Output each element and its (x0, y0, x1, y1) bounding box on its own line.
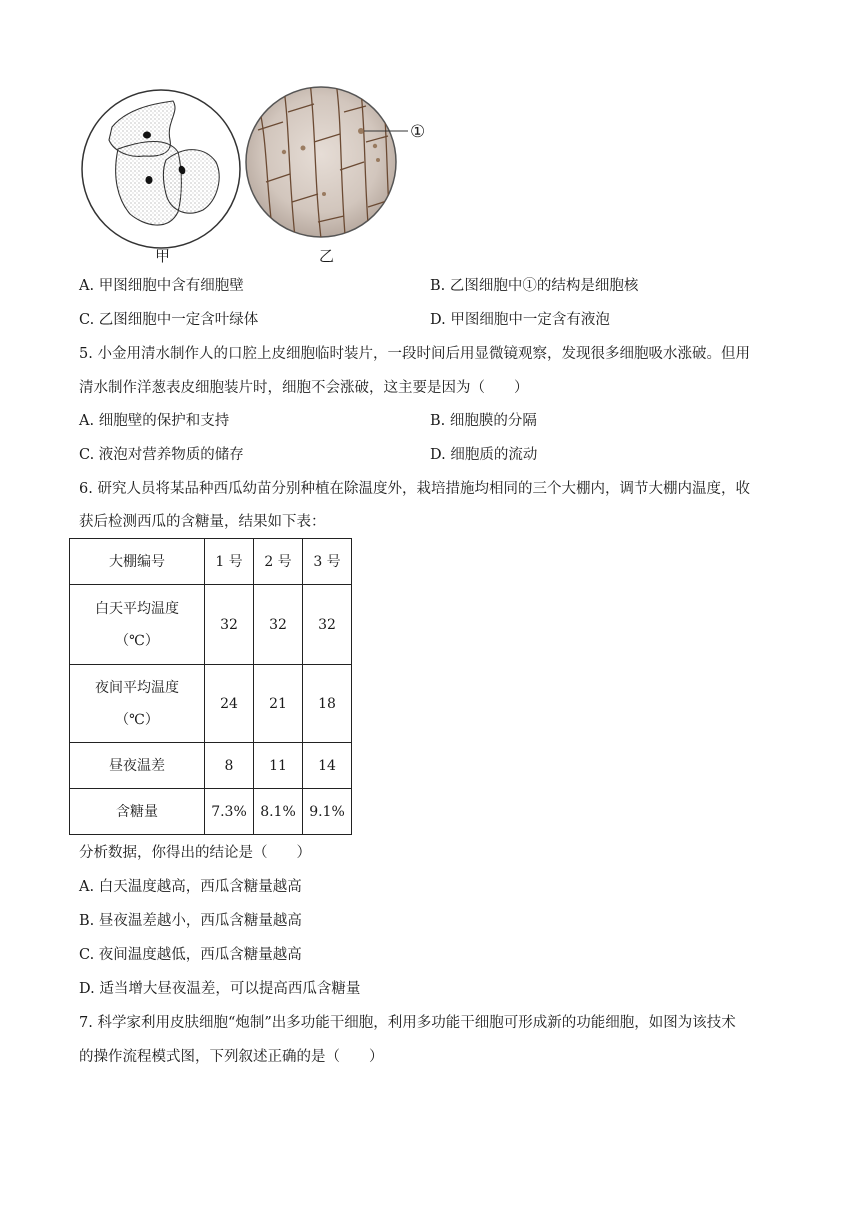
q5-option-c: C. 液泡对营养物质的储存 (79, 447, 244, 463)
cheek-cell-view (82, 90, 240, 248)
table-row-label: 昼夜温差 (70, 743, 205, 789)
q5-stem-line1: 5. 小金用清水制作人的口腔上皮细胞临时装片，一段时间后用显微镜观察，发现很多细胞吸水涨破。但用 (79, 346, 750, 362)
q4-option-b: B. 乙图细胞中①的结构是细胞核 (430, 278, 639, 294)
greenhouse-data-table (69, 538, 352, 835)
table-cell: 8.1% (254, 789, 303, 835)
table-cell: 7.3% (205, 789, 254, 835)
table-header-cell: 2 号 (254, 539, 303, 585)
table-row (70, 789, 352, 835)
q4-option-d: D. 甲图细胞中一定含有液泡 (430, 312, 610, 328)
table-row-label: 含糖量 (70, 789, 205, 835)
table-cell: 8 (205, 743, 254, 789)
table-cell: 24 (205, 665, 254, 743)
table-header-cell: 3 号 (303, 539, 352, 585)
table-row (70, 539, 352, 585)
q5-option-d: D. 细胞质的流动 (430, 447, 538, 463)
table-cell: 32 (254, 585, 303, 665)
q7-stem-line2: 的操作流程模式图，下列叙述正确的是（ ） (79, 1049, 384, 1065)
figure-label-yi: 乙 (319, 247, 335, 265)
q6-option-a: A. 白天温度越高，西瓜含糖量越高 (79, 879, 302, 895)
table-row (70, 743, 352, 789)
night-temp-label: 夜间平均温度 (95, 679, 179, 696)
q6-option-b: B. 昼夜温差越小，西瓜含糖量越高 (79, 913, 302, 929)
day-temp-label: 白天平均温度 (95, 600, 179, 617)
table-cell: 21 (254, 665, 303, 743)
microscope-figure (78, 82, 448, 267)
table-cell: 11 (254, 743, 303, 789)
q6-stem-line1: 6. 研究人员将某品种西瓜幼苗分别种植在除温度外，栽培措施均相同的三个大棚内，调节大棚内温度，收 (79, 481, 750, 497)
q6-option-c: C. 夜间温度越低，西瓜含糖量越高 (79, 947, 302, 963)
q6-question: 分析数据，你得出的结论是（ ） (79, 845, 311, 861)
figure-label-jia: 甲 (155, 247, 171, 265)
onion-cell-view (246, 82, 408, 247)
table-row-label (70, 585, 205, 665)
marker-1-label: ① (410, 122, 426, 142)
q5-stem-line2: 清水制作洋葱表皮细胞装片时，细胞不会涨破，这主要是因为（ ） (79, 380, 529, 396)
table-cell: 32 (303, 585, 352, 665)
table-header-cell: 大棚编号 (70, 539, 205, 585)
table-header-cell: 1 号 (205, 539, 254, 585)
table-cell: 32 (205, 585, 254, 665)
q4-option-a: A. 甲图细胞中含有细胞壁 (79, 278, 244, 294)
q6-option-d: D. 适当增大昼夜温差，可以提高西瓜含糖量 (79, 981, 361, 997)
table-row (70, 585, 352, 665)
q4-option-c: C. 乙图细胞中一定含叶绿体 (79, 312, 259, 328)
night-temp-unit: （℃） (115, 711, 159, 728)
table-cell: 14 (303, 743, 352, 789)
day-temp-unit: （℃） (115, 632, 159, 649)
q5-option-b: B. 细胞膜的分隔 (430, 413, 537, 429)
table-cell: 18 (303, 665, 352, 743)
q5-option-a: A. 细胞壁的保护和支持 (79, 413, 230, 429)
q6-stem-line2: 获后检测西瓜的含糖量，结果如下表： (79, 514, 326, 530)
q7-stem-line1: 7. 科学家利用皮肤细胞“炮制”出多功能干细胞，利用多功能干细胞可形成新的功能细胞，如图为该技术 (79, 1015, 736, 1031)
table-cell: 9.1% (303, 789, 352, 835)
table-row-label (70, 665, 205, 743)
table-row (70, 665, 352, 743)
